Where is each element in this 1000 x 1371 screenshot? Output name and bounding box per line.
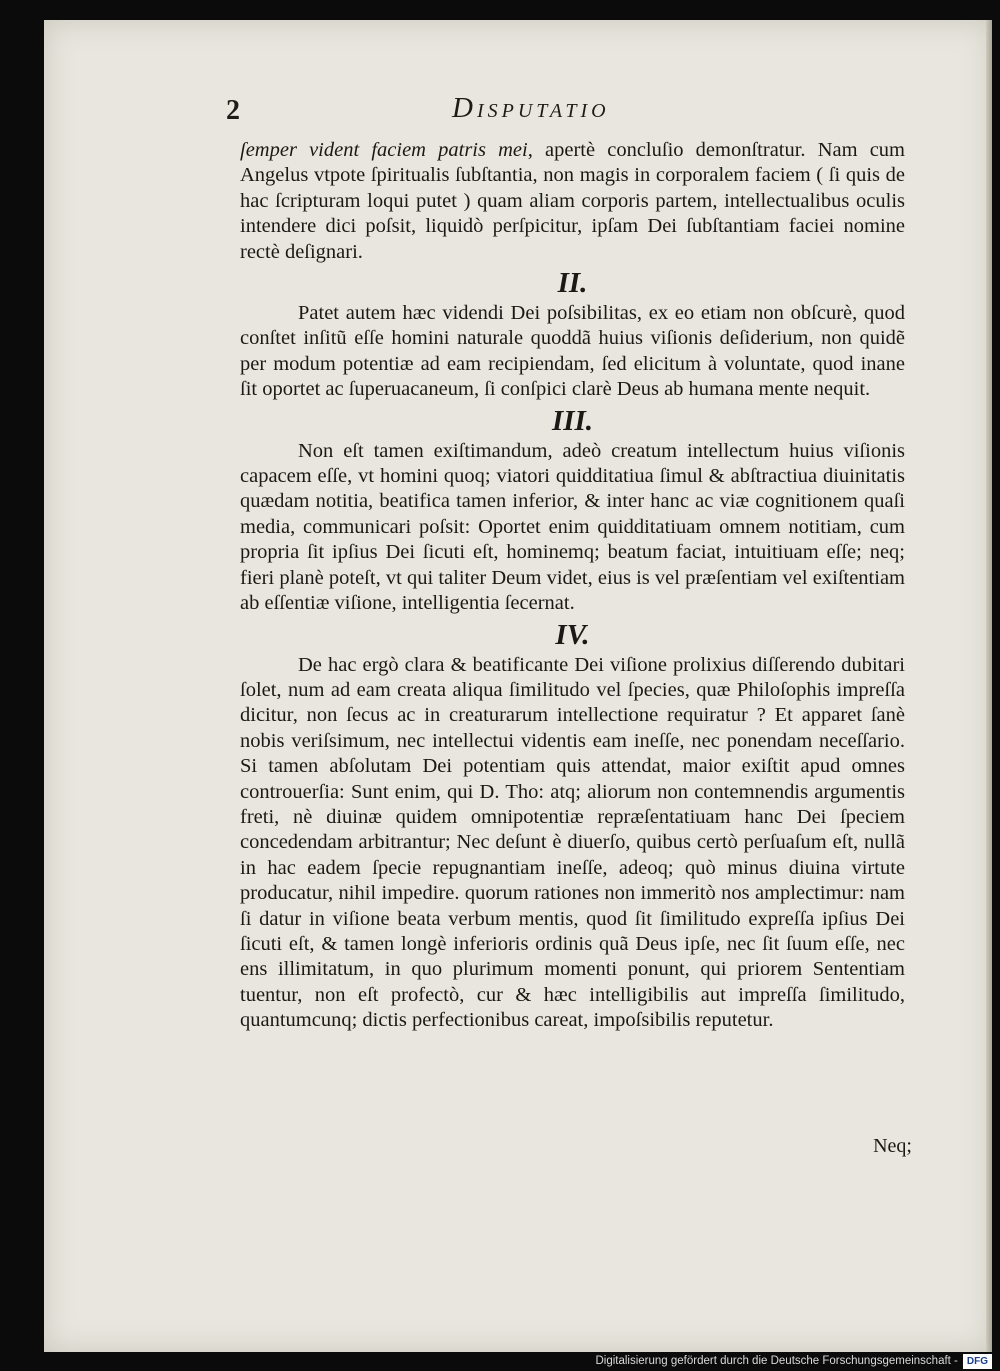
footer-credit xyxy=(595,1353,992,1369)
paragraph-1 xyxy=(240,138,905,265)
paragraph-text: , apertè concluſio demonſtratur. Nam cum Angelus vtpote ſpiritualis ſubſtantia, non magis in corporalem faciem ( ſi quis de hac ſcripturam loqui putet ) quam aliam corporis partem, intellectualibus oculis intendere dici poſsit, liquidò perſpicitur, ipſam Dei ſubſtantiam faciei nomine rectè deſignari. xyxy=(240,139,906,263)
dfg-logo-icon: DFG xyxy=(963,1354,992,1369)
paragraph-2: Patet autem hæc videndi Dei poſsibilitas, ex eo etiam non obſcurè, quod conſtet inſitũ eſſe homini naturale quoddã huius viſionis deſiderium, non quidẽ per modum potentiæ ad eam recipiendam, ſed elicitum à voluntate, quod inane ſit oportet ac ſuperuacaneum, ſi conſpici clarè Deus ab humana mente nequit. xyxy=(240,302,905,401)
page-number: 2 xyxy=(226,95,240,126)
page-edge xyxy=(986,20,992,1352)
section-numeral-2: II. xyxy=(557,267,588,300)
catchword: Neq; xyxy=(873,1135,912,1157)
scripture-quote: ſemper vident faciem patris mei xyxy=(240,139,528,161)
section-numeral-3: III. xyxy=(551,404,594,437)
body-text xyxy=(240,138,905,1034)
paragraph-3: Non eſt tamen exiſtimandum, adeò creatum intellectum huius viſionis capacem eſſe, vt homini quoq; viatori quidditatiua ſimul & abſtractiua diuinitatis quædam notitia, beatifica tamen inferior, & inter hanc ac viæ cognitionem quaſi media, communicari poſsit: Oportet enim quidditatiuam omnem notitiam, cum propria ſit ipſius Dei ſicuti eſt, hominemq; beatum faciat, intuitiuam eſſe; neq; fieri planè poteſt, vt qui taliter Deum videt, eius is vel præſentiam vel exiſtentiam ab eſſentiæ viſione, intelligentia ſecernat. xyxy=(240,439,905,615)
book-page xyxy=(44,20,992,1352)
section-numeral-4: IV. xyxy=(555,618,590,651)
running-head: Disputatio xyxy=(452,92,610,124)
paragraph-4: De hac ergò clara & beatificante Dei viſione prolixius diſſerendo dubitari ſolet, num ad eam creata aliqua ſimilitudo vel ſpecies, quæ Philoſophis impreſſa dicitur, non ſecus ac in creaturarum intellectione requiratur ? Et apparet ſanè nobis veriſsimum, nec intellectui videntis eam ineſſe, nec ponendam neceſſario. Si tamen abſolutam Dei potentiam quis attendat, maior exiſtit apud omnes controuerſia: Sunt enim, qui D. Tho: atq; aliorum non contemnendis argumentis freti, nè diuinæ quidem omnipotentiæ repræſentatiuam hanc Dei ſpeciem concedendam arbitrantur; Nec deſunt è diuerſo, quibus certò perſuaſum eſt, nullã in hac eadem ſpecie repugnantiam ineſſe, adeoq; quò minus diuina virtute producatur, nihil impedire. quorum rationes non immeritò nos amplectimur: nam ſi datur in viſione beata verbum mentis, quod ſit ſimilitudo expreſſa ipſius Dei ſicuti eſt, & tamen longè inferioris ordinis quã Deus ipſe, nec ſit ſuum eſſe, nec ens illimitatum, in quo plurimum momenti ponunt, qui priorem Sententiam tuentur, non eſt profectò, cur & hæc intelligibilis aut impreſſa ſimilitudo, quantumcunq; dictis perfectionibus careat, impoſsibilis reputetur. xyxy=(240,653,905,1032)
page-header xyxy=(44,92,992,135)
footer-text: Digitalisierung gefördert durch die Deutsche Forschungsgemeinschaft - xyxy=(595,1355,958,1367)
